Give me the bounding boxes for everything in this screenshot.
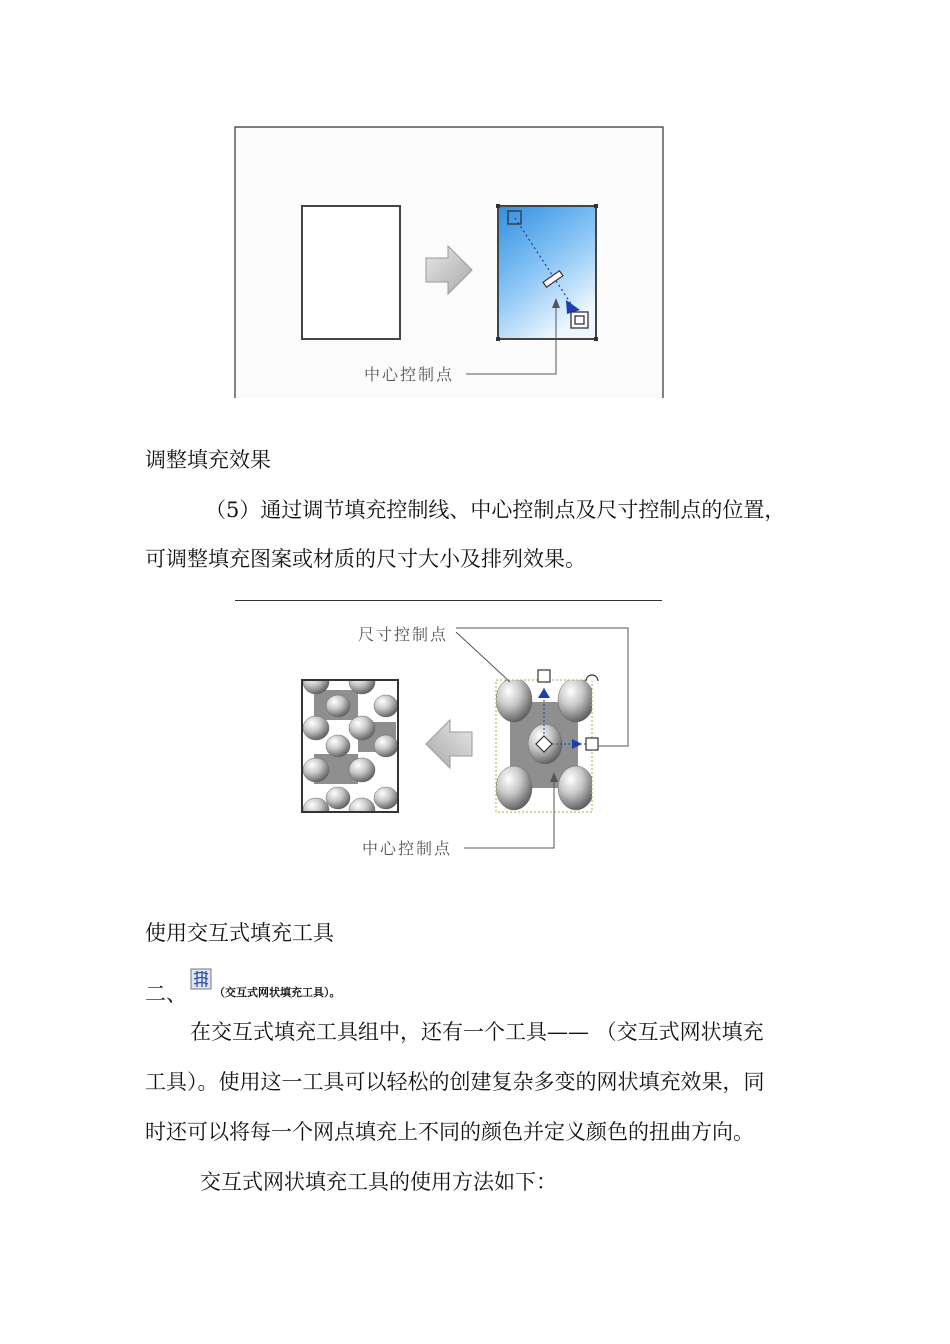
center-control-label: 中心控制点: [362, 839, 453, 858]
paragraph-usage-intro: 交互式网状填充工具的使用方法如下：: [200, 1170, 557, 1194]
caption-interactive-fill: 使用交互式填充工具: [145, 921, 334, 945]
mesh-fill-tool-icon: [190, 968, 212, 990]
left-arrow-icon: [426, 720, 472, 768]
size-control-label: 尺寸控制点: [358, 625, 449, 644]
figure-pattern-fill: [296, 618, 646, 874]
section-number: 二、: [145, 982, 187, 1006]
paragraph-mesh-line1: 在交互式填充工具组中，还有一个工具—— （交互式网状填充: [190, 1020, 764, 1044]
mesh-tool-label: （交互式网状填充工具）。: [214, 986, 341, 999]
end-handle: [571, 312, 588, 328]
paragraph-step5-line2: 可调整填充图案或材质的尺寸大小及排列效果。: [145, 547, 586, 571]
paragraph-step5-line1: （5）通过调节填充控制线、中心控制点及尺寸控制点的位置，: [205, 498, 786, 522]
skew-handle: [586, 675, 598, 681]
paragraph-mesh-line3: 时还可以将每一个网点填充上不同的颜色并定义颜色的扭曲方向。: [145, 1120, 754, 1144]
paragraph-mesh-line2: 工具）。使用这一工具可以轻松的创建复杂多变的网状填充效果，同: [145, 1070, 765, 1094]
figure1-label: 中心控制点: [364, 365, 455, 384]
caption-adjust-fill: 调整填充效果: [145, 448, 271, 472]
figure-gradient-fill: [234, 126, 666, 400]
tiled-pattern-rectangle: [302, 670, 398, 822]
size-handle-right: [586, 738, 598, 750]
divider: [235, 600, 662, 601]
plain-rectangle: [302, 206, 400, 339]
size-handle-top: [538, 670, 550, 682]
